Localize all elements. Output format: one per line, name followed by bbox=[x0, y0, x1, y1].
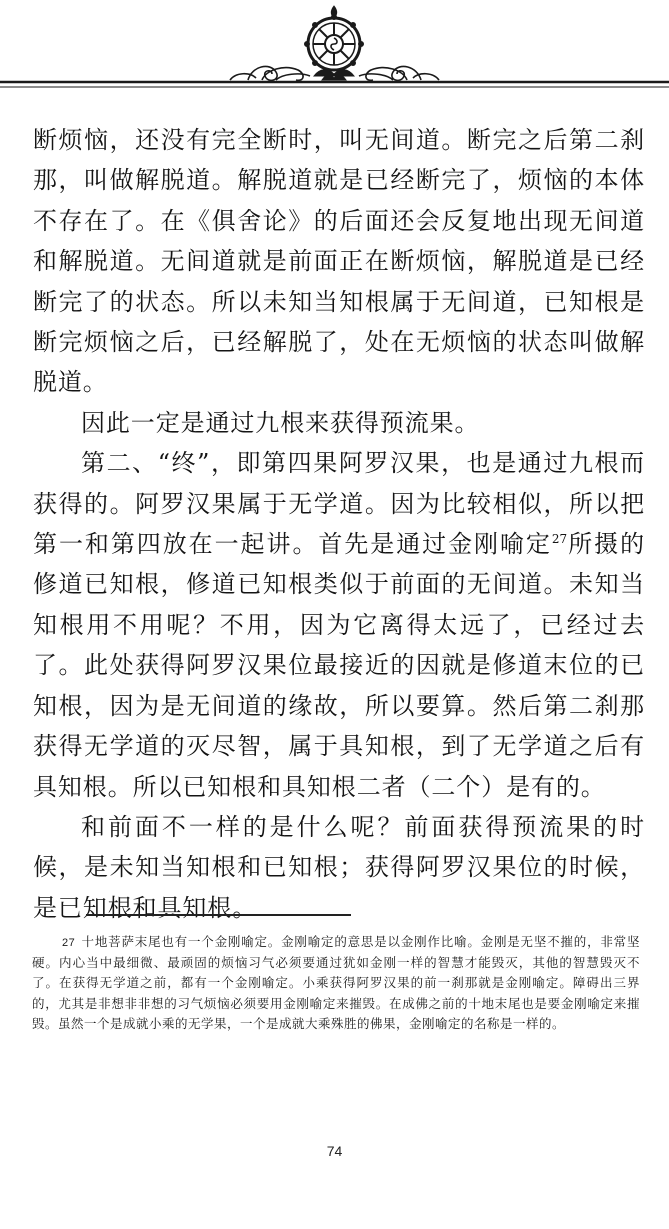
body-text bbox=[33, 120, 645, 928]
footnote-ref-27[interactable]: 27 bbox=[551, 532, 568, 547]
paragraph-1: 断烦恼，还没有完全断时，叫无间道。断完之后第二刹那，叫做解脱道。解脱道就是已经断完了，烦恼的本体不存在了。在《俱舍论》的后面还会反复地出现无间道和解脱道。无间道就是前面正在断烦恼，解脱道是已经断完了的状态。所以未知当知根属于无间道，已知根是断完烦恼之后，已经解脱了，处在无烦恼的状态叫做解脱道。 bbox=[33, 126, 645, 397]
paragraph-4: 和前面不一样的是什么呢？前面获得预流果的时候，是未知当知根和已知根；获得阿罗汉果位的时候，是已知根和具知根。 bbox=[33, 812, 645, 922]
paragraph-2: 因此一定是通过九根来获得预流果。 bbox=[81, 408, 480, 437]
paragraph-3 bbox=[33, 443, 645, 807]
footnote-divider bbox=[86, 914, 351, 916]
paragraph-3-text: 第二、“终”，即第四果阿罗汉果，也是通过九根而获得的。阿罗汉果属于无学道。因为比较相似，所以把第一和第四放在一起讲。首先是通过金刚喻定 bbox=[33, 449, 645, 559]
footnote-number: 27 bbox=[62, 937, 76, 949]
cloud-scroll-right-icon bbox=[359, 66, 439, 80]
header-ornament bbox=[0, 0, 669, 100]
page-number: 74 bbox=[326, 1143, 343, 1159]
cloud-scroll-left-icon bbox=[230, 66, 310, 80]
footnote bbox=[32, 932, 640, 1034]
dharma-wheel-icon bbox=[305, 6, 364, 80]
footnote-text: 十地菩萨末尾也有一个金刚喻定。金刚喻定的意思是以金刚作比喻。金刚是无坚不摧的，非常坚硬。内心当中最细微、最顽固的烦恼习气必须要通过犹如金刚一样的智慧才能毁灭，其他的智慧毁灭不了。在获得无学道之前，都有一个金刚喻定。小乘获得阿罗汉果的前一刹那就是金刚喻定。障碍出三界的，尤其是非想非非想的习气烦恼必须要用金刚喻定来摧毁。在成佛之前的十地末尾也是要金刚喻定来摧毁。虽然一个是成就小乘的无学果，一个是成就大乘殊胜的佛果，金刚喻定的名称是一样的。 bbox=[32, 934, 640, 1031]
footnote-27 bbox=[32, 932, 640, 1034]
header-border-svg bbox=[0, 0, 669, 100]
paragraph-3-text-after: 所摄的修道已知根，修道已知根类似于前面的无间道。未知当知根用不用呢？不用，因为它离得太远了，已经过去了。此处获得阿罗汉果位最接近的因就是修道末位的已知根，因为是无间道的缘故，所以要算。然后第二刹那获得无学道的灭尽智，属于具知根，到了无学道之后有具知根。所以已知根和具知根二者（二个）是有的。 bbox=[33, 530, 646, 801]
